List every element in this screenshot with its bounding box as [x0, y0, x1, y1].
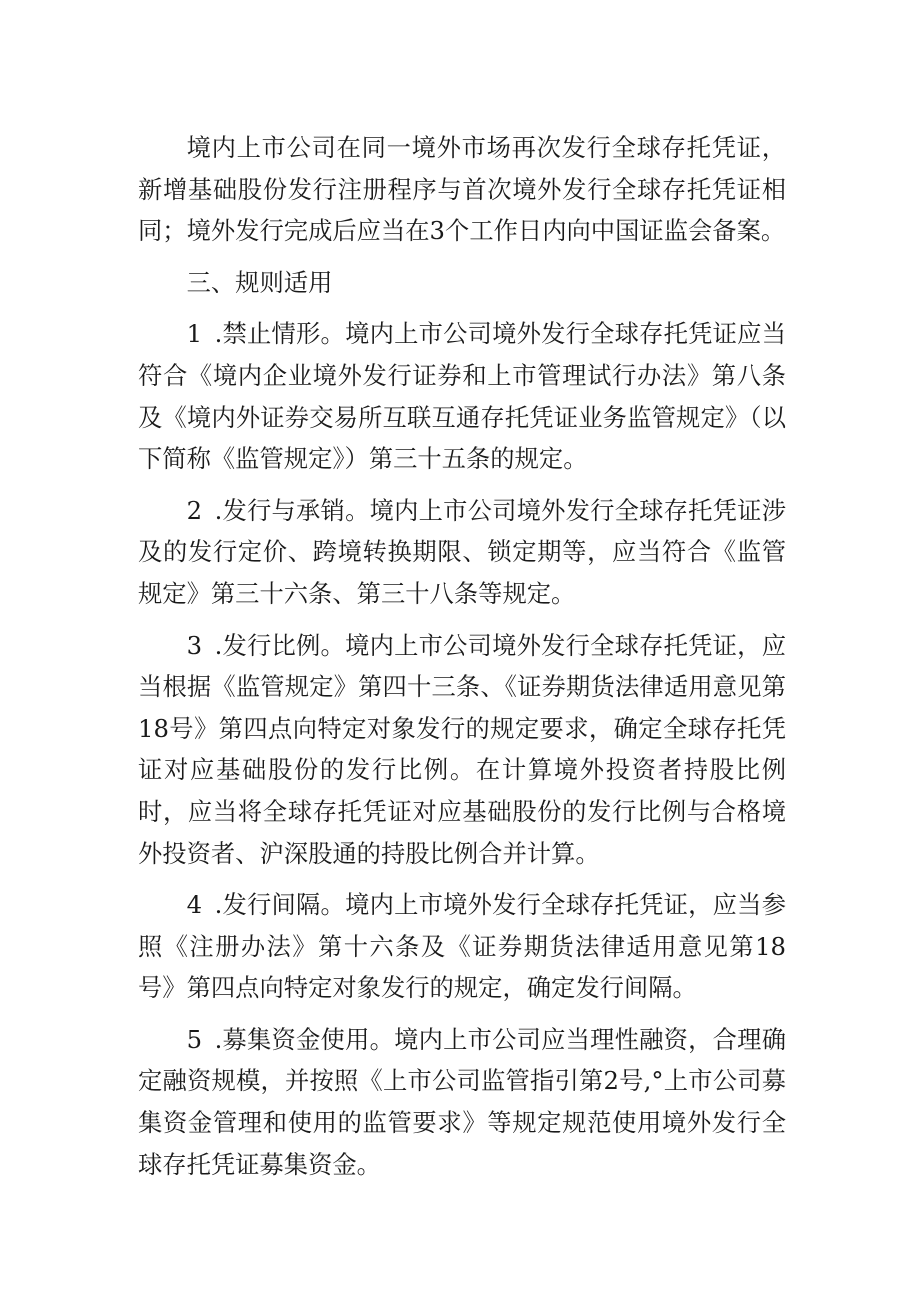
rule-text: .发行比例。境内上市公司境外发行全球存托凭证，应当根据《监管规定》第四十三条、《证券期货法律适用意见第18号》第四点向特定对象发行的规定要求，确定全球存托凭证对应基础股份的发行比例。在计算境外投资者持股比例时，应当将全球存托凭证对应基础股份的发行比例与合格境外投资者、沪深股通的持股比例合并计算。	[138, 630, 786, 868]
rule-number: 3	[186, 630, 203, 660]
rule-number: 2	[186, 495, 203, 525]
rule-item-issuance-ratio	[138, 625, 786, 875]
section-heading-rules-application: 三、规则适用	[186, 267, 333, 297]
rule-text: .募集资金使用。境内上市公司应当理性融资，合理确定融资规模，并按照《上市公司监管指引第2号,°上市公司募集资金管理和使用的监管要求》等规定规范使用境外发行全球存托凭证募集资金。	[138, 1024, 786, 1179]
rule-text: .发行与承销。境内上市公司境外发行全球存托凭证涉及的发行定价、跨境转换期限、锁定期等，应当符合《监管规定》第三十六条、第三十八条等规定。	[138, 495, 786, 608]
paragraph-reissue-procedure: 境内上市公司在同一境外市场再次发行全球存托凭证，新增基础股份发行注册程序与首次境外发行全球存托凭证相同；境外发行完成后应当在3个工作日内向中国证监会备案。	[138, 133, 786, 246]
rule-text: .发行间隔。境内上市境外发行全球存托凭证，应当参照《注册办法》第十六条及《证券期货法律适用意见第18号》第四点向特定对象发行的规定，确定发行间隔。	[138, 890, 786, 1003]
rule-number: 5	[186, 1024, 203, 1054]
rule-number: 1	[186, 319, 203, 349]
document-body	[138, 127, 786, 1195]
rule-item-use-of-proceeds	[138, 1019, 786, 1185]
rule-item-issuance-interval	[138, 884, 786, 1009]
rule-item-prohibited-circumstances	[138, 313, 786, 479]
rule-item-issuance-underwriting	[138, 490, 786, 615]
rule-number: 4	[186, 890, 203, 920]
rule-text: .禁止情形。境内上市公司境外发行全球存托凭证应当符合《境内企业境外发行证券和上市管理试行办法》第八条及《境内外证券交易所互联互通存托凭证业务监管规定》（以下简称《监管规定》）第三十五条的规定。	[138, 319, 786, 474]
